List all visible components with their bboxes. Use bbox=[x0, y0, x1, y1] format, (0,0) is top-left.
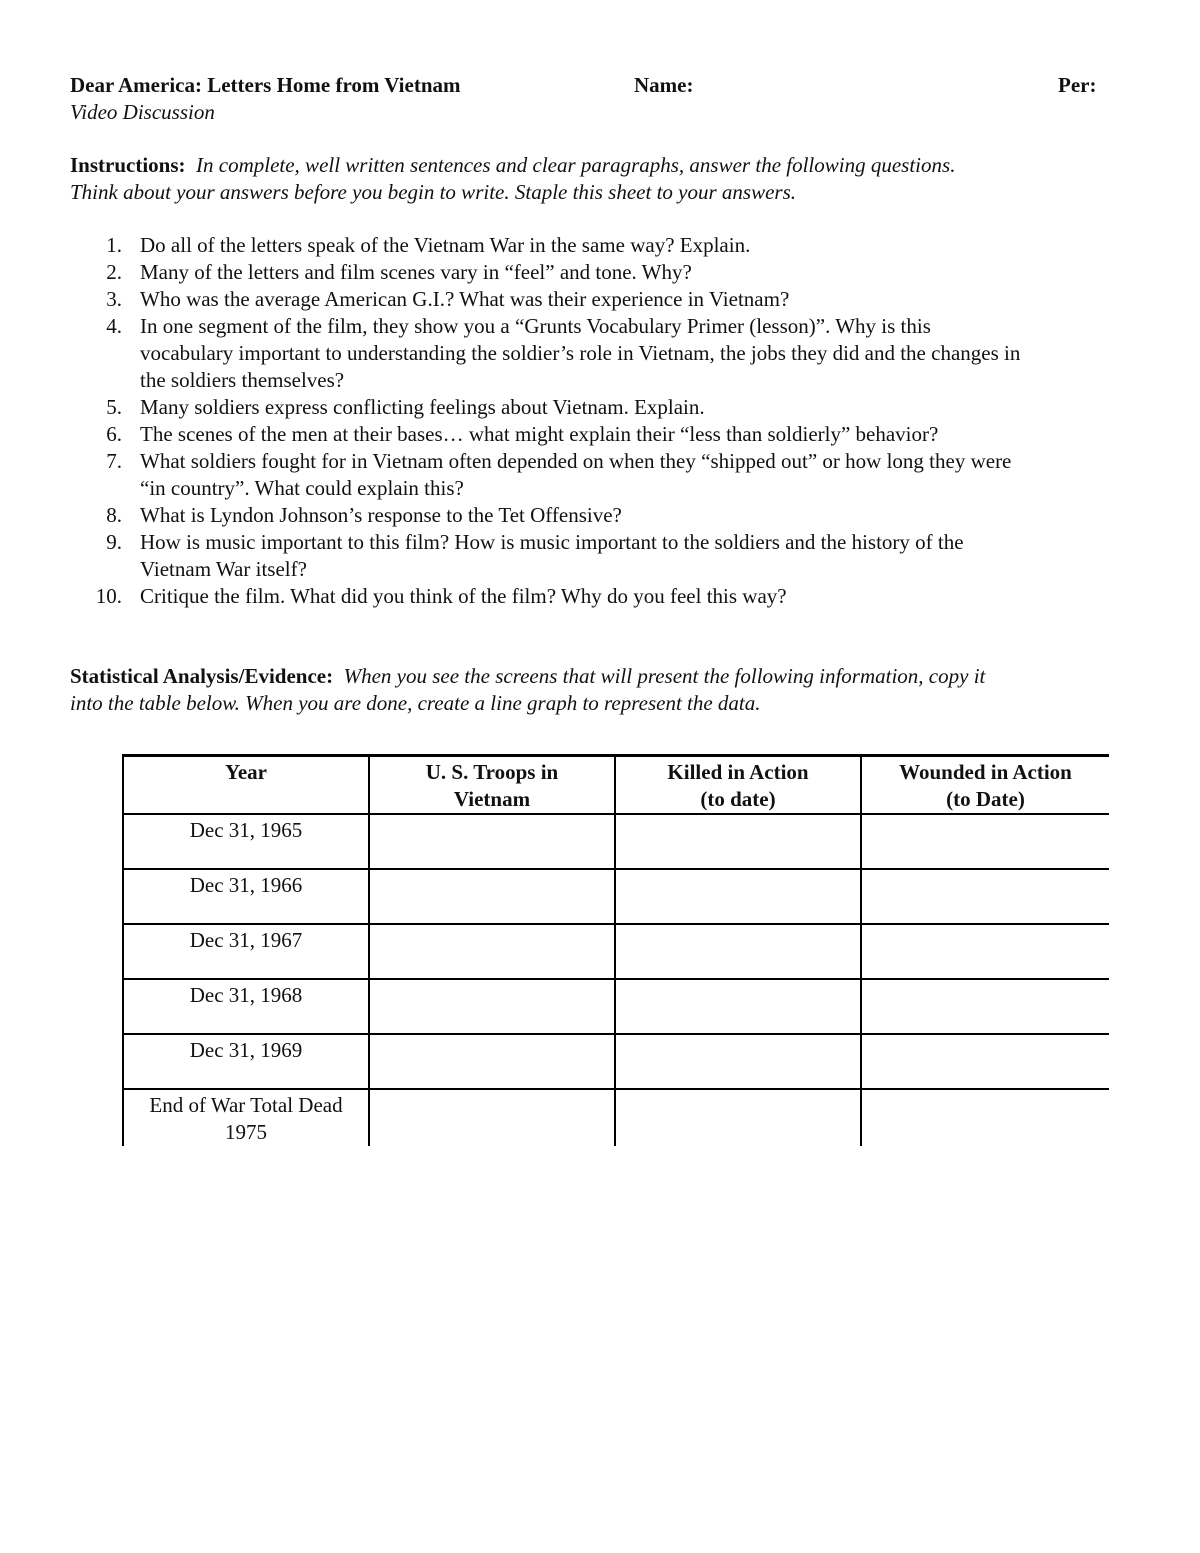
table-header-cell bbox=[369, 756, 615, 815]
blank-answer-cell[interactable] bbox=[369, 979, 615, 1034]
question-text-line: Do all of the letters speak of the Vietnam War in the same way? Explain. bbox=[140, 233, 751, 257]
question-item bbox=[70, 232, 1130, 259]
question-number: 3. bbox=[106, 287, 122, 311]
table-header-text: Year bbox=[225, 760, 267, 784]
table-header-text: (to date) bbox=[700, 787, 776, 811]
question-item bbox=[70, 421, 1130, 448]
statistics-table bbox=[122, 754, 1109, 1146]
instructions-label: Instructions: bbox=[70, 153, 186, 177]
worksheet-title: Dear America: Letters Home from Vietnam bbox=[70, 73, 461, 97]
stats-text-line1: When you see the screens that will present the following information, copy it bbox=[343, 664, 986, 688]
table-header-row bbox=[123, 756, 1109, 815]
year-text: Dec 31, 1966 bbox=[189, 873, 303, 897]
worksheet-subtitle: Video Discussion bbox=[70, 100, 215, 124]
table-row bbox=[123, 1034, 1109, 1089]
year-cell bbox=[123, 1089, 369, 1146]
table-row bbox=[123, 924, 1109, 979]
instructions bbox=[70, 152, 1130, 206]
question-text-line: Critique the film. What did you think of the film? Why do you feel this way? bbox=[140, 584, 787, 608]
period-label: Per: bbox=[1058, 73, 1097, 97]
blank-answer-cell[interactable] bbox=[615, 924, 861, 979]
question-list bbox=[70, 232, 1130, 610]
question-item bbox=[70, 448, 1130, 502]
header bbox=[70, 72, 1130, 99]
table-header-cell bbox=[123, 756, 369, 815]
question-text-line: vocabulary important to understanding the soldier’s role in Vietnam, the jobs they did and the changes in bbox=[140, 341, 1021, 365]
year-text: Dec 31, 1969 bbox=[189, 1038, 303, 1062]
blank-answer-cell[interactable] bbox=[615, 1089, 861, 1146]
blank-answer-cell[interactable] bbox=[369, 869, 615, 924]
question-number: 9. bbox=[106, 530, 122, 554]
question-item bbox=[70, 502, 1130, 529]
blank-answer-cell[interactable] bbox=[861, 1089, 1109, 1146]
table-header-text: U. S. Troops in bbox=[425, 760, 559, 784]
question-number: 1. bbox=[106, 233, 122, 257]
question-number: 10. bbox=[95, 584, 122, 608]
question-text-line: How is music important to this film? How is music important to the soldiers and the history of the bbox=[140, 530, 964, 554]
question-number: 5. bbox=[106, 395, 122, 419]
year-text: Dec 31, 1967 bbox=[189, 928, 303, 952]
blank-answer-cell[interactable] bbox=[369, 924, 615, 979]
worksheet-page bbox=[70, 72, 1130, 1144]
year-cell bbox=[123, 869, 369, 924]
blank-answer-cell[interactable] bbox=[615, 979, 861, 1034]
stats-text-line2: into the table below. When you are done, create a line graph to represent the data. bbox=[70, 691, 761, 715]
blank-answer-cell[interactable] bbox=[615, 1034, 861, 1089]
stats-label: Statistical Analysis/Evidence: bbox=[70, 664, 334, 688]
blank-answer-cell[interactable] bbox=[369, 1034, 615, 1089]
blank-answer-cell[interactable] bbox=[861, 924, 1109, 979]
blank-answer-cell[interactable] bbox=[615, 869, 861, 924]
question-text-line: Many of the letters and film scenes vary in “feel” and tone. Why? bbox=[140, 260, 692, 284]
table-row bbox=[123, 814, 1109, 869]
year-cell bbox=[123, 924, 369, 979]
statistical-analysis bbox=[70, 663, 1130, 717]
question-item bbox=[70, 286, 1130, 313]
question-text-line: The scenes of the men at their bases… what might explain their “less than soldierly” behavior? bbox=[140, 422, 939, 446]
year-cell bbox=[123, 1034, 369, 1089]
table-header-cell bbox=[615, 756, 861, 815]
table-row bbox=[123, 869, 1109, 924]
name-label: Name: bbox=[634, 73, 694, 97]
year-text: Dec 31, 1965 bbox=[189, 818, 303, 842]
table-header-text: Vietnam bbox=[453, 787, 531, 811]
question-text-line: What is Lyndon Johnson’s response to the Tet Offensive? bbox=[140, 503, 622, 527]
blank-answer-cell[interactable] bbox=[861, 869, 1109, 924]
table-row bbox=[123, 979, 1109, 1034]
question-text-line: the soldiers themselves? bbox=[140, 368, 345, 392]
question-item bbox=[70, 583, 1130, 610]
blank-answer-cell[interactable] bbox=[861, 979, 1109, 1034]
blank-answer-cell[interactable] bbox=[615, 814, 861, 869]
year-cell bbox=[123, 979, 369, 1034]
question-item bbox=[70, 313, 1130, 394]
question-number: 2. bbox=[106, 260, 122, 284]
question-item bbox=[70, 394, 1130, 421]
year-text: End of War Total Dead bbox=[149, 1093, 343, 1117]
question-number: 4. bbox=[106, 314, 122, 338]
question-item bbox=[70, 259, 1130, 286]
instructions-text-line1: In complete, well written sentences and clear paragraphs, answer the following questions. bbox=[196, 153, 956, 177]
year-text: 1975 bbox=[225, 1120, 267, 1144]
question-text-line: Many soldiers express conflicting feelings about Vietnam. Explain. bbox=[140, 395, 705, 419]
question-text-line: What soldiers fought for in Vietnam often depended on when they “shipped out” or how long they were bbox=[140, 449, 1012, 473]
question-text-line: “in country”. What could explain this? bbox=[140, 476, 464, 500]
blank-answer-cell[interactable] bbox=[861, 1034, 1109, 1089]
table-header-text: (to Date) bbox=[946, 787, 1025, 811]
question-number: 8. bbox=[106, 503, 122, 527]
question-number: 7. bbox=[106, 449, 122, 473]
table-header-text: Wounded in Action bbox=[899, 760, 1072, 784]
blank-answer-cell[interactable] bbox=[369, 1089, 615, 1146]
table-header-text: Killed in Action bbox=[667, 760, 809, 784]
year-cell bbox=[123, 814, 369, 869]
table-row bbox=[123, 1089, 1109, 1146]
blank-answer-cell[interactable] bbox=[369, 814, 615, 869]
question-number: 6. bbox=[106, 422, 122, 446]
question-text-line: Who was the average American G.I.? What was their experience in Vietnam? bbox=[140, 287, 790, 311]
blank-answer-cell[interactable] bbox=[861, 814, 1109, 869]
year-text: Dec 31, 1968 bbox=[189, 983, 303, 1007]
question-item bbox=[70, 529, 1130, 583]
table-header-cell bbox=[861, 756, 1109, 815]
instructions-text-line2: Think about your answers before you begin to write. Staple this sheet to your answers. bbox=[70, 180, 797, 204]
question-text-line: In one segment of the film, they show you a “Grunts Vocabulary Primer (lesson)”. Why is this bbox=[140, 314, 931, 338]
question-text-line: Vietnam War itself? bbox=[140, 557, 307, 581]
